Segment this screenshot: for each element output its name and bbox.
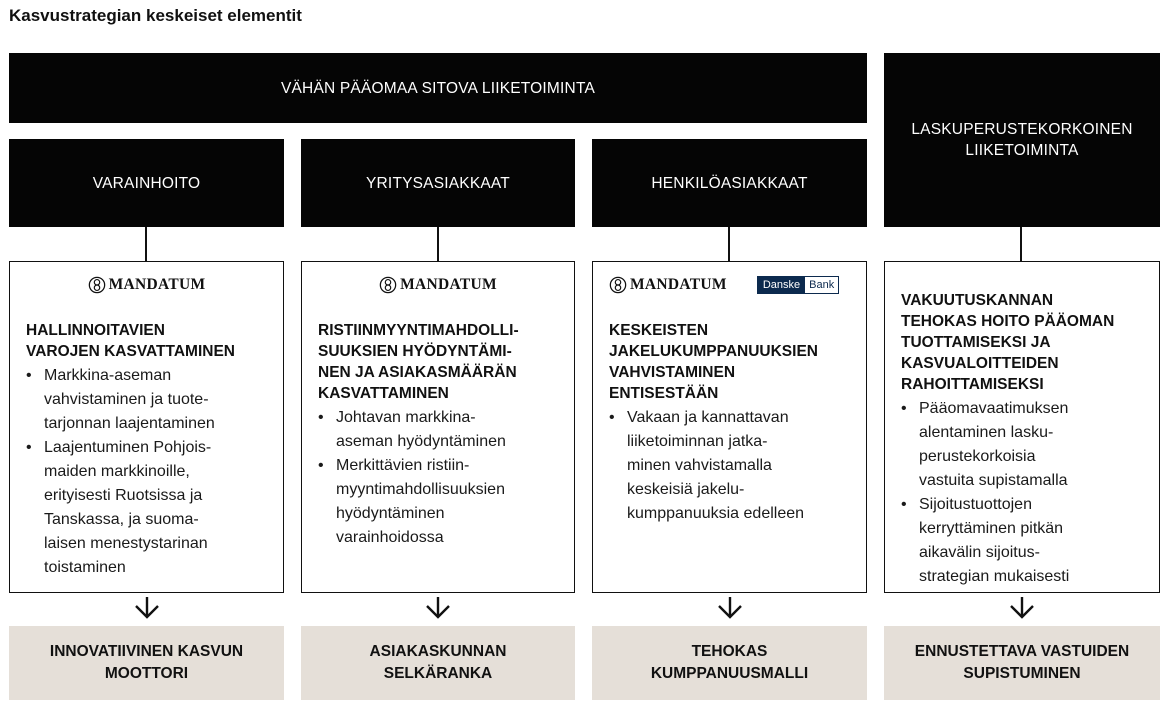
bullet-text: Markkina-aseman vahvistaminen ja tuote- tarjonnan laajentaminen [44, 367, 215, 432]
outcome-box [301, 626, 575, 700]
brand-row [609, 274, 850, 296]
right-banner [884, 53, 1160, 227]
mandatum-wordmark: MANDATUM [630, 276, 727, 293]
card-heading: VAKUUTUSKANNAN TEHOKAS HOITO PÄÄOMAN TUOTTAMISEKSI JA KASVUALOITTEIDEN RAHOITTAMISEKSI [901, 292, 1115, 393]
list-item: • Sijoitustuottojen kerryttäminen pitkän aikavälin sijoitus- strategian mukaisesti [901, 496, 1070, 585]
outcome-box [884, 626, 1160, 700]
mandatum-logo [609, 276, 727, 294]
outcome-box [592, 626, 867, 700]
bullet-list [318, 406, 558, 550]
bullet-text: Vakaan ja kannattavan liiketoiminnan jatka- minen vahvistamalla keskeisiä jakelu- kumppanuuksia edelleen [627, 409, 805, 522]
danske-wordmark: Danske [758, 277, 805, 293]
arrow-down-icon [717, 597, 743, 619]
arrow-down-icon [134, 597, 160, 619]
mandatum-wordmark: MANDATUM [108, 276, 206, 293]
column-header-label: HENKILÖASIAKKAAT [651, 174, 808, 192]
danske-bank-logo [757, 276, 839, 294]
bullet-text: Merkittävien ristiin- myyntimahdollisuuksien hyödyntäminen varainhoidossa [336, 457, 505, 546]
bullet-list [26, 364, 267, 580]
mandatum-logo [379, 276, 497, 294]
outcome-label: ASIAKASKUNNAN SELKÄRANKA [369, 643, 507, 682]
mandatum-logo-icon [88, 276, 106, 294]
column-header-varainhoito [9, 139, 284, 227]
outcome-label: ENNUSTETTAVA VASTUIDEN SUPISTUMINEN [914, 643, 1130, 682]
arrow-down-icon [1009, 597, 1035, 619]
mandatum-logo-icon [609, 276, 627, 294]
brand-row [26, 274, 267, 296]
connector-line [728, 227, 730, 261]
list-item: • Vakaan ja kannattavan liiketoiminnan jatka- minen vahvistamalla keskeisiä jakelu- kumppanuuksia edelleen [609, 409, 805, 522]
top-banner [9, 53, 867, 123]
mandatum-wordmark: MANDATUM [400, 276, 497, 293]
bullet-text: Laajentuminen Pohjois- maiden markkinoille, erityisesti Ruotsissa ja Tanskassa, ja suoma- laisen menestystarinan toistaminen [44, 439, 212, 576]
connector-line [1020, 227, 1022, 261]
column-header-label: VARAINHOITO [92, 174, 201, 192]
mandatum-logo-icon [379, 276, 397, 294]
bullet-text: Johtavan markkina- aseman hyödyntäminen [336, 409, 506, 450]
bullet-list [609, 406, 850, 526]
column-header-label: YRITYSASIAKKAAT [366, 174, 510, 192]
strategy-card-varainhoito [9, 261, 284, 593]
column-header-yritysasiakkaat [301, 139, 575, 227]
list-item: • Pääomavaatimuksen alentaminen lasku- perustekorkoisia vastuita supistamalla [901, 400, 1069, 489]
card-heading: KESKEISTEN JAKELUKUMPPANUUKSIEN VAHVISTAMINEN ENTISESTÄÄN [609, 322, 818, 402]
list-item: • Markkina-aseman vahvistaminen ja tuote- tarjonnan laajentaminen [26, 367, 215, 432]
strategy-card-yritysasiakkaat [301, 261, 575, 593]
column-header-henkiloasiakkaat [592, 139, 867, 227]
top-banner-label: VÄHÄN PÄÄOMAA SITOVA LIIKETOIMINTA [280, 79, 595, 97]
card-heading: HALLINNOITAVIEN VAROJEN KASVATTAMINEN [26, 322, 235, 360]
outcome-box [9, 626, 284, 700]
list-item: • Johtavan markkina- aseman hyödyntäminen [318, 409, 506, 450]
list-item: • Merkittävien ristiin- myyntimahdollisuuksien hyödyntäminen varainhoidossa [318, 457, 505, 546]
card-heading: RISTIINMYYNTIMAHDOLLI- SUUKSIEN HYÖDYNTÄMI- NEN JA ASIAKASMÄÄRÄN KASVATTAMINEN [318, 322, 519, 402]
mandatum-logo [88, 276, 206, 294]
list-item: • Laajentuminen Pohjois- maiden markkinoille, erityisesti Ruotsissa ja Tanskassa, ja suoma- laisen menestystarinan toistaminen [26, 439, 212, 576]
strategy-card-laskuperustekorkoinen [884, 261, 1160, 593]
connector-line [145, 227, 147, 261]
bullet-list [901, 397, 1143, 589]
bank-wordmark: Bank [805, 277, 838, 293]
brand-row [318, 274, 558, 296]
connector-line [437, 227, 439, 261]
outcome-label: INNOVATIIVINEN KASVUN MOOTTORI [49, 643, 244, 682]
strategy-card-henkiloasiakkaat [592, 261, 867, 593]
bullet-text: Sijoitustuottojen kerryttäminen pitkän aikavälin sijoitus- strategian mukaisesti [919, 496, 1070, 585]
page-title: Kasvustrategian keskeiset elementit [9, 6, 302, 25]
arrow-down-icon [425, 597, 451, 619]
outcome-label: TEHOKAS KUMPPANUUSMALLI [650, 643, 809, 682]
bullet-text: Pääomavaatimuksen alentaminen lasku- perustekorkoisia vastuita supistamalla [919, 400, 1069, 489]
right-banner-label: LASKUPERUSTEKORKOINEN LIIKETOIMINTA [911, 121, 1133, 159]
